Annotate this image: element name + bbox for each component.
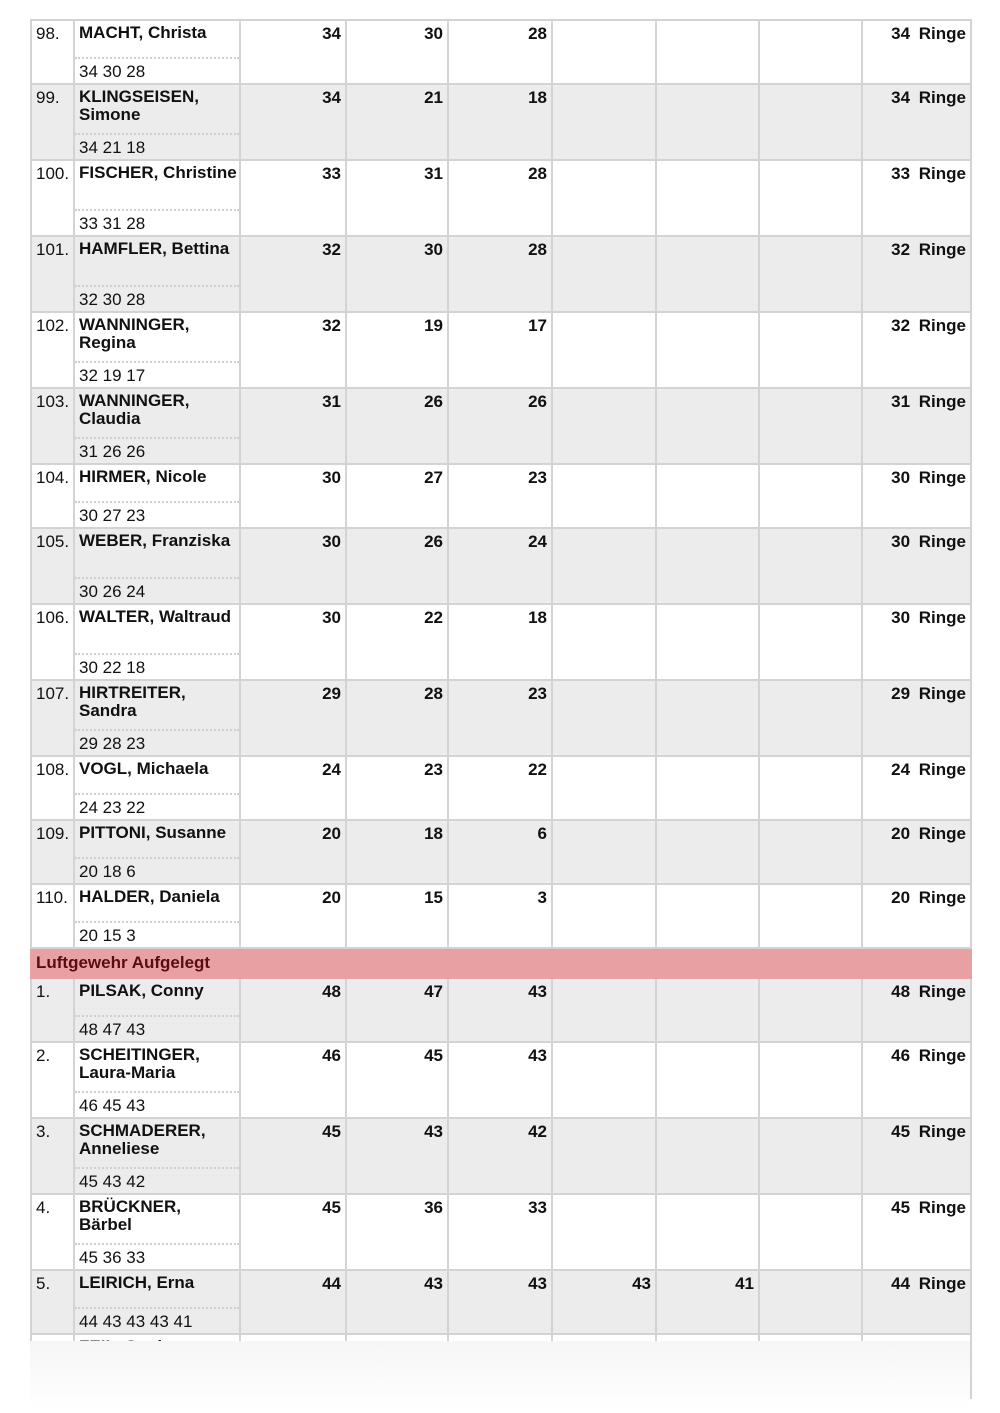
score-cell-5 xyxy=(656,20,759,84)
score-cell-2: 28 xyxy=(346,680,448,756)
shooter-name: HAMFLER, Bettina xyxy=(79,239,230,258)
score-cell-6 xyxy=(759,756,862,820)
shooter-name: SCHEITINGER, Laura-Maria xyxy=(79,1045,200,1082)
score-cell-1: 30 xyxy=(240,604,346,680)
series-line: 29 28 23 xyxy=(75,729,239,755)
score-cell-3: 6 xyxy=(448,820,552,884)
table-row xyxy=(31,1194,971,1270)
series-line: 46 45 43 xyxy=(75,1091,239,1117)
series-line: 48 47 43 xyxy=(75,1015,239,1041)
name-cell xyxy=(74,1042,240,1118)
rank-cell: 102. xyxy=(31,312,74,388)
score-cell-2: 26 xyxy=(346,388,448,464)
table-row xyxy=(31,160,971,236)
series-line: 31 26 26 xyxy=(75,437,239,463)
total-cell: 29 Ringe xyxy=(862,680,971,756)
score-cell-6 xyxy=(759,978,862,1042)
shooter-name: WANNINGER, Claudia xyxy=(79,391,190,428)
shooter-name: HALDER, Daniela xyxy=(79,887,220,906)
score-cell-4 xyxy=(552,1042,656,1118)
name-cell xyxy=(74,1118,240,1194)
score-cell-6 xyxy=(759,884,862,948)
score-cell-1: 20 xyxy=(240,820,346,884)
shooter-name: MACHT, Christa xyxy=(79,23,207,42)
rank-cell: 2. xyxy=(31,1042,74,1118)
score-cell-5 xyxy=(656,756,759,820)
score-cell-6 xyxy=(759,528,862,604)
score-cell-1: 34 xyxy=(240,20,346,84)
series-line: 30 22 18 xyxy=(75,653,239,679)
score-cell-6 xyxy=(759,160,862,236)
score-cell-6 xyxy=(759,312,862,388)
score-cell-5 xyxy=(656,528,759,604)
score-cell-6 xyxy=(759,464,862,528)
score-cell-6 xyxy=(759,236,862,312)
shooter-name: PILSAK, Conny xyxy=(79,981,204,1000)
score-cell-3: 23 xyxy=(448,680,552,756)
rank-cell: 99. xyxy=(31,84,74,160)
score-cell-6 xyxy=(759,820,862,884)
score-cell-5 xyxy=(656,978,759,1042)
shooter-name: WALTER, Waltraud xyxy=(79,607,232,626)
score-cell-5 xyxy=(656,604,759,680)
table-row xyxy=(31,464,971,528)
results-sheet xyxy=(30,19,970,1399)
series-line: 20 18 6 xyxy=(75,857,239,883)
score-cell-2: 36 xyxy=(346,1194,448,1270)
score-cell-1: 20 xyxy=(240,884,346,948)
score-cell-2: 31 xyxy=(346,160,448,236)
rank-cell: 5. xyxy=(31,1270,74,1334)
rank-cell: 100. xyxy=(31,160,74,236)
score-cell-4 xyxy=(552,604,656,680)
name-cell xyxy=(74,604,240,680)
total-cell: 46 Ringe xyxy=(862,1042,971,1118)
score-cell-6 xyxy=(759,1042,862,1118)
score-cell-2: 19 xyxy=(346,312,448,388)
score-cell-4 xyxy=(552,160,656,236)
rank-cell: 105. xyxy=(31,528,74,604)
score-cell-5 xyxy=(656,160,759,236)
results-table xyxy=(30,19,972,1399)
table-row xyxy=(31,20,971,84)
score-cell-3: 43 xyxy=(448,978,552,1042)
series-line: 20 15 3 xyxy=(75,921,239,947)
score-cell-2: 26 xyxy=(346,528,448,604)
table-row xyxy=(31,756,971,820)
rank-cell: 106. xyxy=(31,604,74,680)
score-cell-1: 46 xyxy=(240,1042,346,1118)
shooter-name: LEIRICH, Erna xyxy=(79,1273,195,1292)
rank-cell: 101. xyxy=(31,236,74,312)
score-cell-4 xyxy=(552,388,656,464)
series-line: 24 23 22 xyxy=(75,793,239,819)
score-cell-4 xyxy=(552,978,656,1042)
score-cell-3: 26 xyxy=(448,388,552,464)
score-cell-2: 43 xyxy=(346,1118,448,1194)
total-cell: 30 Ringe xyxy=(862,528,971,604)
table-row xyxy=(31,884,971,948)
rank-cell: 103. xyxy=(31,388,74,464)
score-cell-6 xyxy=(759,680,862,756)
rank-cell: 4. xyxy=(31,1194,74,1270)
table-row xyxy=(31,312,971,388)
series-line: 32 19 17 xyxy=(75,361,239,387)
score-cell-4 xyxy=(552,20,656,84)
name-cell xyxy=(74,84,240,160)
shooter-name: BRÜCKNER, Bärbel xyxy=(79,1197,181,1234)
total-cell: 44 Ringe xyxy=(862,1270,971,1334)
score-cell-4 xyxy=(552,1194,656,1270)
score-cell-3: 22 xyxy=(448,756,552,820)
total-cell: 45 Ringe xyxy=(862,1194,971,1270)
total-cell: 45 Ringe xyxy=(862,1118,971,1194)
score-cell-5 xyxy=(656,388,759,464)
score-cell-5 xyxy=(656,236,759,312)
table-row xyxy=(31,1042,971,1118)
score-cell-5 xyxy=(656,680,759,756)
section-header xyxy=(31,948,971,978)
name-cell xyxy=(74,388,240,464)
rank-cell: 1. xyxy=(31,978,74,1042)
shooter-name: PITTONI, Susanne xyxy=(79,823,227,842)
series-line: 30 26 24 xyxy=(75,577,239,603)
table-row xyxy=(31,236,971,312)
series-line: 45 43 42 xyxy=(75,1167,239,1193)
score-cell-1: 32 xyxy=(240,312,346,388)
score-cell-4 xyxy=(552,528,656,604)
score-cell-2: 47 xyxy=(346,978,448,1042)
score-cell-2: 23 xyxy=(346,756,448,820)
rank-cell: 3. xyxy=(31,1118,74,1194)
total-cell: 32 Ringe xyxy=(862,236,971,312)
score-cell-3: 43 xyxy=(448,1270,552,1334)
score-cell-6 xyxy=(759,604,862,680)
name-cell xyxy=(74,978,240,1042)
score-cell-3: 28 xyxy=(448,20,552,84)
score-cell-3: 18 xyxy=(448,604,552,680)
shooter-name: HIRTREITER, Sandra xyxy=(79,683,186,720)
series-line: 44 43 43 43 41 xyxy=(75,1307,239,1333)
score-cell-4 xyxy=(552,884,656,948)
score-cell-1: 24 xyxy=(240,756,346,820)
score-cell-4 xyxy=(552,820,656,884)
series-line: 45 36 33 xyxy=(75,1243,239,1269)
score-cell-2: 18 xyxy=(346,820,448,884)
total-cell: 20 Ringe xyxy=(862,820,971,884)
rank-cell: 98. xyxy=(31,20,74,84)
score-cell-5 xyxy=(656,884,759,948)
total-cell: 30 Ringe xyxy=(862,464,971,528)
score-cell-2: 43 xyxy=(346,1270,448,1334)
score-cell-3: 24 xyxy=(448,528,552,604)
name-cell xyxy=(74,236,240,312)
table-row xyxy=(31,820,971,884)
shooter-name: SCHMADERER, Anneliese xyxy=(79,1121,206,1158)
score-cell-1: 48 xyxy=(240,978,346,1042)
score-cell-5 xyxy=(656,312,759,388)
score-cell-3: 43 xyxy=(448,1042,552,1118)
name-cell xyxy=(74,160,240,236)
name-cell xyxy=(74,464,240,528)
name-cell xyxy=(74,820,240,884)
score-cell-1: 45 xyxy=(240,1194,346,1270)
score-cell-1: 33 xyxy=(240,160,346,236)
score-cell-3: 18 xyxy=(448,84,552,160)
table-row xyxy=(31,680,971,756)
table-row xyxy=(31,1118,971,1194)
score-cell-5 xyxy=(656,1042,759,1118)
rank-cell: 104. xyxy=(31,464,74,528)
score-cell-2: 45 xyxy=(346,1042,448,1118)
score-cell-4 xyxy=(552,84,656,160)
score-cell-2: 22 xyxy=(346,604,448,680)
score-cell-6 xyxy=(759,84,862,160)
name-cell xyxy=(74,528,240,604)
total-cell: 33 Ringe xyxy=(862,160,971,236)
score-cell-4 xyxy=(552,312,656,388)
section-title: Luftgewehr Aufgelegt xyxy=(31,948,971,978)
name-cell xyxy=(74,1194,240,1270)
name-cell xyxy=(74,884,240,948)
score-cell-1: 29 xyxy=(240,680,346,756)
series-line: 33 31 28 xyxy=(75,209,239,235)
page-bottom-area xyxy=(30,1341,970,1413)
score-cell-1: 30 xyxy=(240,464,346,528)
score-cell-1: 30 xyxy=(240,528,346,604)
shooter-name: FISCHER, Christine xyxy=(79,163,237,182)
score-cell-3: 28 xyxy=(448,236,552,312)
score-cell-5 xyxy=(656,820,759,884)
total-cell: 34 Ringe xyxy=(862,84,971,160)
score-cell-6 xyxy=(759,1270,862,1334)
score-cell-1: 31 xyxy=(240,388,346,464)
rank-cell: 107. xyxy=(31,680,74,756)
table-row xyxy=(31,84,971,160)
shooter-name: HIRMER, Nicole xyxy=(79,467,207,486)
shooter-name: VOGL, Michaela xyxy=(79,759,209,778)
table-row xyxy=(31,604,971,680)
name-cell xyxy=(74,756,240,820)
series-line: 30 27 23 xyxy=(75,501,239,527)
score-cell-2: 30 xyxy=(346,20,448,84)
total-cell: 48 Ringe xyxy=(862,978,971,1042)
series-line: 34 30 28 xyxy=(75,57,239,83)
score-cell-4 xyxy=(552,236,656,312)
rank-cell: 109. xyxy=(31,820,74,884)
score-cell-5 xyxy=(656,1118,759,1194)
name-cell xyxy=(74,1270,240,1334)
score-cell-6 xyxy=(759,388,862,464)
score-cell-2: 15 xyxy=(346,884,448,948)
score-cell-6 xyxy=(759,1194,862,1270)
score-cell-6 xyxy=(759,1118,862,1194)
total-cell: 31 Ringe xyxy=(862,388,971,464)
score-cell-4 xyxy=(552,1118,656,1194)
rank-cell: 108. xyxy=(31,756,74,820)
total-cell: 24 Ringe xyxy=(862,756,971,820)
total-cell: 30 Ringe xyxy=(862,604,971,680)
total-cell: 32 Ringe xyxy=(862,312,971,388)
score-cell-5 xyxy=(656,84,759,160)
score-cell-3: 42 xyxy=(448,1118,552,1194)
table-row xyxy=(31,978,971,1042)
series-line: 34 21 18 xyxy=(75,133,239,159)
score-cell-1: 45 xyxy=(240,1118,346,1194)
score-cell-4 xyxy=(552,680,656,756)
total-cell: 20 Ringe xyxy=(862,884,971,948)
rank-cell: 110. xyxy=(31,884,74,948)
score-cell-5 xyxy=(656,1194,759,1270)
score-cell-2: 30 xyxy=(346,236,448,312)
name-cell xyxy=(74,680,240,756)
table-row xyxy=(31,528,971,604)
score-cell-2: 21 xyxy=(346,84,448,160)
shooter-name: WEBER, Franziska xyxy=(79,531,231,550)
score-cell-1: 32 xyxy=(240,236,346,312)
score-cell-2: 27 xyxy=(346,464,448,528)
score-cell-5: 41 xyxy=(656,1270,759,1334)
score-cell-3: 17 xyxy=(448,312,552,388)
total-cell: 34 Ringe xyxy=(862,20,971,84)
score-cell-4 xyxy=(552,756,656,820)
table-row xyxy=(31,1270,971,1334)
shooter-name: KLINGSEISEN, Simone xyxy=(79,87,199,124)
name-cell xyxy=(74,20,240,84)
score-cell-5 xyxy=(656,464,759,528)
score-cell-6 xyxy=(759,20,862,84)
score-cell-4 xyxy=(552,464,656,528)
score-cell-4: 43 xyxy=(552,1270,656,1334)
table-row xyxy=(31,388,971,464)
score-cell-1: 34 xyxy=(240,84,346,160)
shooter-name: WANNINGER, Regina xyxy=(79,315,190,352)
score-cell-3: 23 xyxy=(448,464,552,528)
score-cell-3: 28 xyxy=(448,160,552,236)
score-cell-3: 33 xyxy=(448,1194,552,1270)
name-cell xyxy=(74,312,240,388)
score-cell-1: 44 xyxy=(240,1270,346,1334)
series-line: 32 30 28 xyxy=(75,285,239,311)
score-cell-3: 3 xyxy=(448,884,552,948)
